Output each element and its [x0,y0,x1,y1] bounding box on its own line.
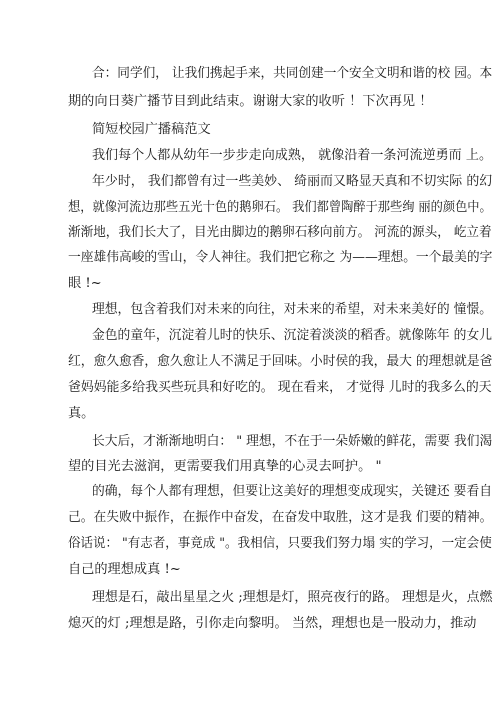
text-line: 渐渐地，我们长大了，目光由脚边的鹅卵石移向前方。 河流的源头， 屹立着 [68,225,492,240]
text-line: 己。在失败中振作，在振作中奋发，在奋发中取胜，这才是我 们要的精神。 [68,510,493,525]
text-line: 自己的理想成真 !~ [68,562,181,577]
text-line: 理想是石，敲出星星之火 ;理想是灯，照亮夜行的路。 理想是火，点燃 [92,590,493,605]
text-line: 年少时， 我们都曾有过一些美妙、 绮丽而又略显天真和不切实际 的幻 [92,174,493,189]
text-line: 俗话说： "有志者，事竟成 "。我相信，只要我们努力塌 实的学习，一定会使 [68,536,492,551]
text-line: 金色的童年，沉淀着儿时的快乐、沉淀着淡淡的稻香。就像陈年 的女儿 [92,328,493,343]
text-line: 想，就像河流边那些五光十色的鹅卵石。 我们都曾陶醉于那些绚 丽的颜色中。 [68,200,492,215]
text-line: 真。 [68,406,95,421]
section-heading: 简短校园广播稿范文 [92,122,211,137]
text-line: 我们每个人都从幼年一步步走向成熟， 就像沿着一条河流逆勇而 上。 [92,148,493,163]
text-line: 红，愈久愈香，愈久愈让人不满足于回味。小时侯的我，最大 的理想就是爸 [68,354,493,369]
text-line: 眼 !~ [68,276,102,291]
text-line: 长大后，才渐渐地明白： " 理想，不在于一朵娇嫩的鲜花，需要 我们渴 [92,434,493,449]
text-line: 合：同学们， 让我们携起手来，共同创建一个安全文明和谐的校 园。本 [92,66,493,81]
text-line: 熄灭的灯 ;理想是路，引你走向黎明。 当然，理想也是一股动力，推动 [68,616,477,631]
text-line: 的确，每个人都有理想，但要让这美好的理想变成现实，关键还 要看自 [92,484,493,499]
text-line: 一座雄伟高峻的雪山，令人神往。我们把它称之 为——理想。一个最美的字 [68,250,493,265]
text-line: 期的向日葵广播节目到此结束。谢谢大家的收听 ！下次再见 ！ [68,94,433,109]
text-line: 爸妈妈能多给我买些玩具和好吃的。 现在看来， 才觉得 儿时的我多么的天 [68,380,492,395]
text-line: 望的目光去滋润，更需要我们用真挚的心灵去呵护。 " [68,459,382,474]
text-line: 理想，包含着我们对未来的向往，对未来的希望，对未来美好的 憧憬。 [92,302,493,317]
